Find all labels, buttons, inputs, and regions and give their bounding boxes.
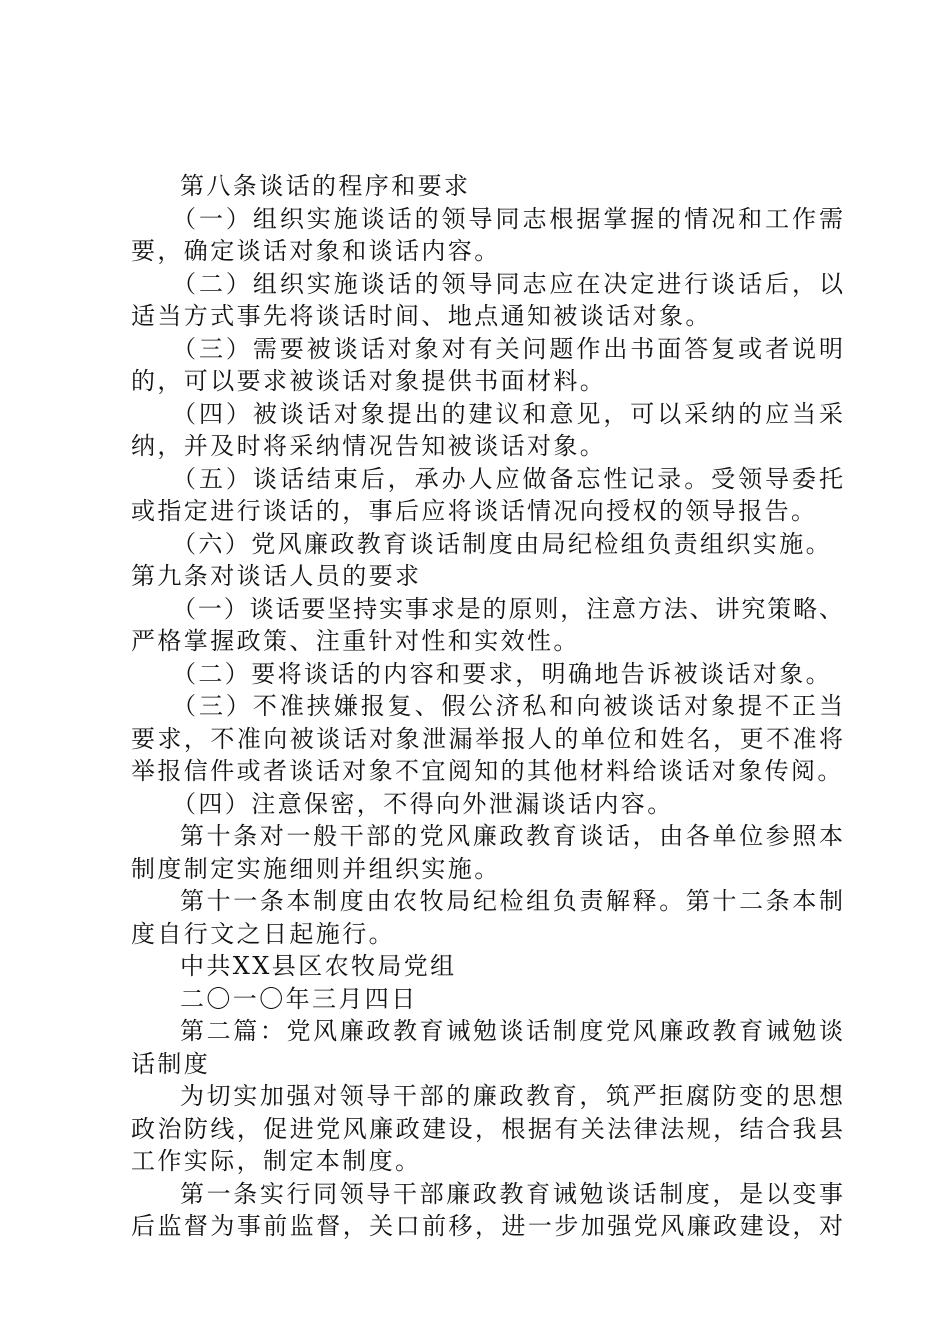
text-line: 举报信件或者谈话对象不宜阅知的其他材料给谈话对象传阅。 (131, 757, 844, 785)
text-line: 制度制定实施细则并组织实施。 (131, 854, 501, 883)
text-line: （二）要将谈话的内容和要求，明确地告诉被谈话对象。 (172, 659, 832, 688)
text-line: （二）组织实施谈话的领导同志应在决定进行谈话后，以 (172, 269, 843, 298)
text-line: 要求，不准向被谈话对象泄漏举报人的单位和姓名，更不准将 (131, 724, 843, 753)
text-line: （三）不准挟嫌报复、假公济私和向被谈话对象提不正当 (172, 692, 843, 720)
text-line: 工作实际，制定本制度。 (131, 1147, 422, 1175)
text-line: 第十一条本制度由农牧局纪检组负责解释。第十二条本制 (180, 887, 843, 915)
text-line: 第二篇：党风廉政教育诫勉谈话制度党风廉政教育诫勉谈 (180, 1017, 843, 1045)
text-line: 要，确定谈话对象和谈话内容。 (131, 237, 501, 265)
text-line: （四）被谈话对象提出的建议和意见，可以采纳的应当采 (172, 399, 843, 428)
document-body (131, 170, 843, 1243)
text-line: （一）谈话要坚持实事求是的原则，注意方法、讲究策略、 (172, 594, 843, 623)
text-line: 话制度 (131, 1049, 211, 1078)
text-line: 为切实加强对领导干部的廉政教育，筑严拒腐防变的思想 (180, 1082, 843, 1110)
text-line: 第八条谈话的程序和要求 (180, 172, 471, 200)
text-line: （五）谈话结束后，承办人应做备忘性记录。受领导委托 (172, 464, 843, 493)
text-line: （三）需要被谈话对象对有关问题作出书面答复或者说明 (172, 334, 843, 363)
text-line: 第十条对一般干部的党风廉政教育谈话，由各单位参照本 (180, 822, 843, 850)
text-line: 第一条实行同领导干部廉政教育诫勉谈话制度，是以变事 (180, 1179, 843, 1208)
text-line: 后监督为事前监督，关口前移，进一步加强党风廉政建设，对 (131, 1212, 843, 1240)
text-line: 纳，并及时将采纳情况告知被谈话对象。 (131, 432, 607, 460)
text-line: 严格掌握政策、注重针对性和实效性。 (131, 627, 580, 655)
text-line: 第九条对谈话人员的要求 (131, 562, 422, 590)
text-line: 中共XX县区农牧局党组 (180, 952, 457, 980)
text-line: （一）组织实施谈话的领导同志根据掌握的情况和工作需 (172, 204, 843, 233)
text-line: 或指定进行谈话的，事后应将谈话情况向授权的领导报告。 (131, 497, 818, 525)
text-line: 度自行文之日起施行。 (131, 919, 395, 948)
text-line: 的，可以要求被谈话对象提供书面材料。 (131, 367, 607, 395)
text-line: （六）党风廉政教育谈话制度由局纪检组负责组织实施。 (172, 529, 832, 558)
text-line: 政治防线，促进党风廉政建设，根据有关法律法规，结合我县 (131, 1114, 843, 1143)
text-line: 二〇一〇年三月四日 (180, 984, 418, 1013)
text-line: 适当方式事先将谈话时间、地点通知被谈话对象。 (131, 302, 712, 330)
text-line: （四）注意保密，不得向外泄漏谈话内容。 (172, 789, 674, 818)
